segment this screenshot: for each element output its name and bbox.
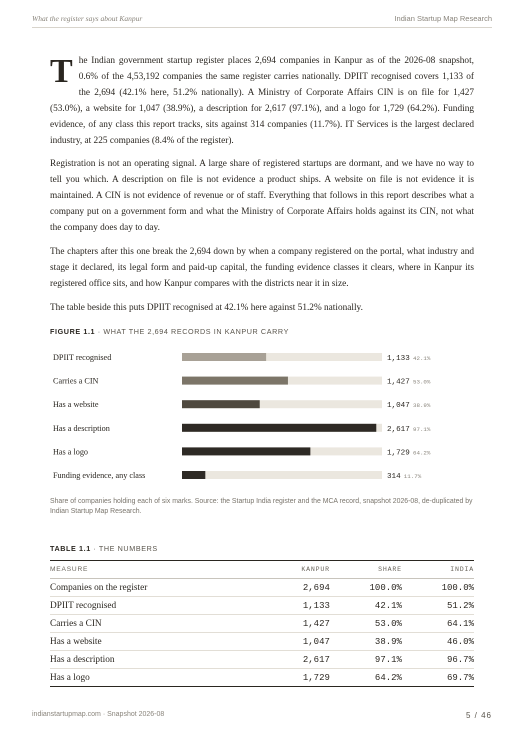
col-india: INDIA (402, 561, 474, 579)
bar-track (182, 471, 382, 479)
bar (182, 400, 260, 408)
bar-category-label: Funding evidence, any class (53, 471, 146, 480)
cell-india: 46.0% (402, 633, 474, 651)
header-publication-name: Indian Startup Map Research (394, 14, 492, 23)
bar-value-label: 1,133 (387, 355, 410, 363)
page-footer (32, 711, 492, 720)
cell-share: 100.0% (330, 579, 402, 597)
intro-paragraph (50, 54, 474, 149)
body-text (50, 54, 474, 336)
cell-india: 96.7% (402, 651, 474, 669)
bar-category-label: Has a website (53, 400, 99, 410)
bar-category-label: Has a logo (53, 447, 89, 457)
figure-label: FIGURE 1.1 · WHAT THE 2,694 RECORDS IN KANPUR CARRY (50, 326, 289, 336)
table-body (50, 579, 474, 687)
col-share: SHARE (330, 561, 402, 579)
cell-measure: Has a website (50, 633, 266, 651)
figure-title: WHAT THE 2,694 RECORDS IN KANPUR CARRY (103, 326, 289, 336)
header-section-title: What the register says about Kanpur (32, 14, 143, 23)
bar-value-label: 1,729 (387, 449, 410, 458)
figure-number: FIGURE 1.1 (50, 326, 96, 336)
table-label: TABLE 1.1 · THE NUMBERS (50, 544, 158, 553)
cell-kanpur: 1,047 (266, 633, 329, 651)
paragraph-table-note: The table beside this puts DPIIT recognised at 42.1% here against 51.2% nationally. (50, 302, 363, 313)
bar-value-label: 1,047 (387, 402, 410, 411)
bar (182, 353, 266, 361)
bar-category-label: Carries a CIN (53, 376, 99, 386)
cell-kanpur: 1,133 (266, 597, 329, 615)
cell-measure: Has a logo (50, 669, 266, 687)
cell-share: 42.1% (330, 597, 402, 615)
cell-kanpur: 2,694 (266, 579, 329, 597)
bar-value-label: 1,427 (387, 378, 410, 387)
running-header (32, 14, 492, 23)
bar (182, 471, 205, 479)
bar (182, 377, 288, 385)
table-row (50, 615, 474, 633)
bar-percent-label: 11.7% (403, 473, 422, 480)
figure-caption: Share of companies holding each of six marks. Source: the Startup India register and the MCA record, snapshot 2026-08, de-duplicated by Indian Startup Map Research. (50, 498, 473, 515)
bar-percent-label: 64.2% (413, 449, 431, 457)
bar (182, 447, 310, 455)
cell-share: 38.9% (330, 633, 402, 651)
cell-india: 100.0% (402, 579, 474, 597)
bar (182, 424, 376, 432)
table-row (50, 579, 474, 597)
cell-kanpur: 1,729 (266, 669, 329, 687)
cell-share: 97.1% (330, 651, 402, 669)
bar-percent-label: 53.0% (413, 378, 431, 386)
bar-category-label: DPIIT recognised (53, 353, 112, 362)
bar-percent-label: 42.1% (413, 355, 431, 362)
table-header-row (50, 561, 474, 579)
cell-measure: Companies on the register (50, 579, 266, 597)
paragraph-caveat: Registration is not an operating signal. A large share of registered startups are dormant, and we have no way to tell you which. A description on file is not evidence a product ships. A website on file is not evidence it is maintained. A CIN is not evidence of revenue or of staff. Everything that follows in this report describes what a company put on a government form and what the Ministry of Corporate Affairs holds against its CIN, not what the company does day to day. (50, 159, 474, 234)
drop-cap: T (50, 53, 73, 90)
cell-kanpur: 2,617 (266, 651, 329, 669)
table-number: TABLE 1.1 (50, 544, 91, 553)
col-measure: MEASURE (50, 561, 266, 579)
page-number: 5 / 46 (465, 711, 492, 720)
cell-india: 64.1% (402, 615, 474, 633)
table-row (50, 597, 474, 615)
col-kanpur: KANPUR (266, 561, 329, 579)
table-row (50, 669, 474, 687)
footer-site: indianstartupmap.com · Snapshot 2026-08 (32, 711, 165, 718)
bar-category-label: Has a description (53, 423, 110, 433)
cell-india: 51.2% (402, 597, 474, 615)
bar-percent-label: 38.9% (413, 402, 431, 410)
numbers-table (50, 560, 474, 687)
cell-share: 53.0% (330, 615, 402, 633)
paragraph-chapters: The chapters after this one break the 2,694 down by when a company registered on the portal, what industry and stage it declared, its legal form and paid-up capital, the funding evidence classes it clears, where in Kanpur its registered office sits, and how Kanpur compares with the districts near it in size. (50, 246, 474, 289)
cell-share: 64.2% (330, 669, 402, 687)
bar-value-label: 2,617 (387, 425, 410, 434)
table-row (50, 633, 474, 651)
table-row (50, 651, 474, 669)
table-title: THE NUMBERS (98, 544, 158, 553)
cell-measure: Has a description (50, 651, 266, 669)
cell-kanpur: 1,427 (266, 615, 329, 633)
records-bar-chart (50, 346, 474, 486)
cell-measure: Carries a CIN (50, 615, 266, 633)
bar-percent-label: 97.1% (413, 425, 431, 433)
cell-india: 69.7% (402, 669, 474, 687)
cell-measure: DPIIT recognised (50, 597, 266, 615)
intro-text: he Indian government startup register places 2,694 companies in Kanpur as of the 2026-08 snapshot, 0.6% of the 4,53,192 companies the same register carries nationally. DPIIT recognised covers 1,133 of the 2,694 (42.1% here, 51.2% nationally). A Ministry of Corporate Affairs CIN is on file for 1,427 (53.0%), a website for 1,047 (38.9%), a description for 2,617 (97.1%), and a logo for 1,729 (64.2%). Funding evidence, of any class this report tracks, sits against 314 companies (11.7%). IT Services is the largest declared industry, at 225 companies (8.4% of the register). (50, 56, 474, 146)
bar-value-label: 314 (387, 473, 401, 481)
header-rule (32, 27, 492, 28)
numbers-table-block (50, 544, 474, 687)
